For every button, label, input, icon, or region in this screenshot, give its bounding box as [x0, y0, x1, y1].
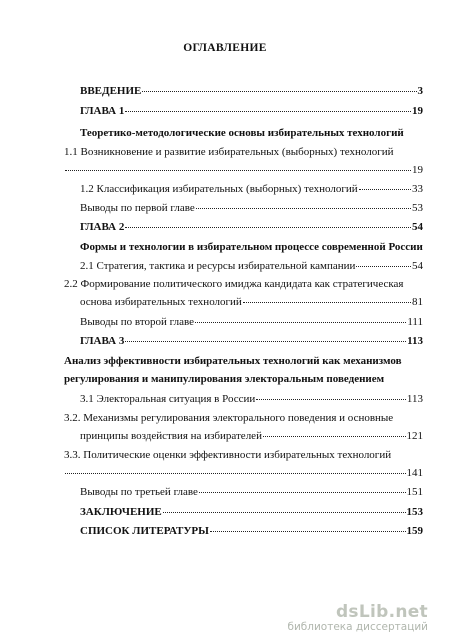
- dot-leader: [199, 491, 406, 493]
- toc-entry-page: 121: [406, 430, 423, 442]
- toc-entry-page: 54: [412, 260, 423, 272]
- toc-entry-title: ВВЕДЕНИЕ: [80, 85, 142, 97]
- toc-entry-page: 151: [406, 486, 423, 498]
- toc-entry-title: Выводы по второй главе: [80, 316, 194, 328]
- dot-leader: [65, 169, 411, 171]
- toc-entry: [64, 448, 423, 462]
- toc-entry-title: ЗАКЛЮЧЕНИЕ: [80, 506, 162, 518]
- toc-entry: [80, 126, 439, 140]
- dot-leader: [356, 265, 411, 267]
- toc-entry: [80, 201, 423, 215]
- toc-entry: [64, 466, 423, 480]
- toc-entry: [64, 354, 423, 368]
- dot-leader: [210, 530, 406, 532]
- dot-leader: [163, 511, 406, 513]
- watermark-logo: dsLib.net: [335, 602, 428, 622]
- toc-entry-title: 2.1 Стратегия, тактика и ресурсы избирательной кампании: [80, 260, 356, 272]
- dot-leader: [142, 90, 416, 92]
- toc-entry: [80, 524, 423, 538]
- toc-entry: [80, 240, 439, 254]
- toc-entry-title: 3.1 Электоральная ситуация в России: [80, 393, 256, 405]
- toc-entry-title: Выводы по третьей главе: [80, 486, 198, 498]
- page-title: ОГЛАВЛЕНИЕ: [183, 42, 267, 54]
- toc-entry: [80, 485, 423, 499]
- toc-entry: [80, 220, 423, 234]
- toc-entry-page: 81: [412, 296, 423, 308]
- toc-entry: [64, 163, 423, 177]
- toc-entry: [80, 315, 423, 329]
- toc-entry-page: 3: [417, 85, 423, 97]
- dot-leader: [125, 110, 411, 112]
- toc-entry-page: 141: [406, 467, 423, 479]
- toc-entry-title: 3.2. Механизмы регулирования электорального поведения и основные: [64, 412, 394, 424]
- toc-entry-title: СПИСОК ЛИТЕРАТУРЫ: [80, 525, 209, 537]
- toc-entry: [80, 84, 423, 98]
- toc-entry-title: 3.3. Политические оценки эффективности избирательных технологий: [64, 449, 392, 461]
- dot-leader: [65, 472, 406, 474]
- toc-entry: [64, 411, 423, 425]
- dot-leader: [196, 207, 411, 209]
- toc-entry: [64, 145, 423, 159]
- watermark: [287, 602, 428, 633]
- section-heading: Теоретико-методологические основы избирательных технологий: [80, 127, 404, 139]
- toc-entry-title: основа избирательных технологий: [80, 296, 242, 308]
- dot-leader: [256, 398, 406, 400]
- section-heading: Формы и технологии в избирательном процессе современной России: [80, 241, 423, 253]
- toc-entry-page: 153: [406, 506, 423, 518]
- toc-entry-title: 1.1 Возникновение и развитие избирательных (выборных) технологий: [64, 146, 394, 158]
- toc-entry-page: 19: [412, 164, 423, 176]
- toc-entry-title: Выводы по первой главе: [80, 202, 195, 214]
- dot-leader: [243, 301, 411, 303]
- toc-entry: [80, 505, 423, 519]
- toc-entry-page: 54: [412, 221, 423, 233]
- toc-entry: [80, 104, 423, 118]
- toc-entry: [80, 295, 423, 309]
- toc-entry: [80, 429, 423, 443]
- dot-leader: [125, 226, 411, 228]
- toc-entry-title: ГЛАВА 2: [80, 221, 125, 233]
- dot-leader: [359, 188, 411, 190]
- toc-entry-title: 2.2 Формирование политического имиджа кандидата как стратегическая: [64, 278, 404, 290]
- toc-entry: [64, 277, 423, 291]
- toc-entry-title: принципы воздействия на избирателей: [80, 430, 262, 442]
- toc-entry-title: ГЛАВА 1: [80, 105, 125, 117]
- toc-entry: [80, 392, 423, 406]
- section-heading: Анализ эффективности избирательных технологий как механизмов: [64, 355, 402, 367]
- toc-entry-title: 1.2 Классификация избирательных (выборных) технологий: [80, 183, 358, 195]
- toc-entry-page: 113: [407, 335, 423, 347]
- dot-leader: [195, 321, 406, 323]
- toc-entry-page: 111: [407, 316, 423, 328]
- dot-leader: [263, 435, 406, 437]
- toc-entry-page: 159: [406, 525, 423, 537]
- toc-entry-page: 113: [406, 393, 423, 405]
- toc-entry-title: ГЛАВА 3: [80, 335, 125, 347]
- watermark-subtitle: библиотека диссертаций: [287, 621, 428, 633]
- toc-entry: [64, 372, 423, 386]
- toc-entry-page: 33: [412, 183, 423, 195]
- toc-entry-page: 19: [412, 105, 423, 117]
- toc-entry-page: 53: [412, 202, 423, 214]
- toc-entry: [80, 334, 423, 348]
- section-heading: регулирования и манипулирования электоральным поведением: [64, 373, 385, 385]
- dot-leader: [125, 340, 406, 342]
- toc-entry: [80, 259, 423, 273]
- toc-entry: [80, 182, 423, 196]
